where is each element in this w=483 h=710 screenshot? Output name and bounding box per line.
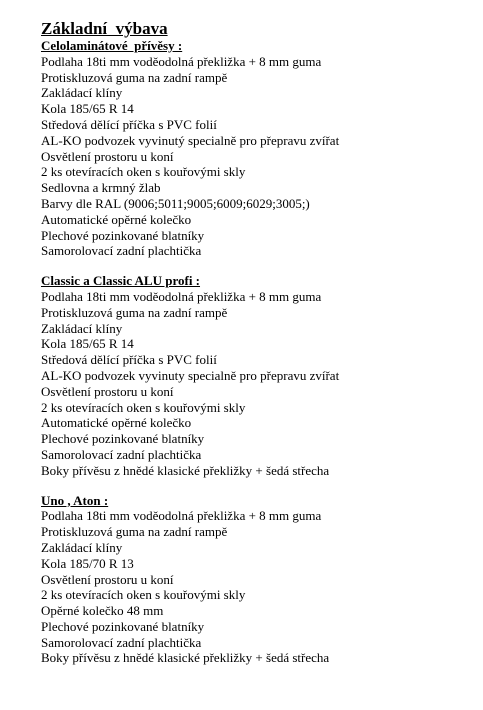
equipment-item: Osvětlení prostoru u koní [41, 148, 174, 164]
equipment-item: Podlaha 18ti mm voděodolná překližka + 8 mm guma [41, 288, 322, 304]
equipment-item: Osvětlení prostoru u koní [41, 571, 174, 587]
equipment-item: Samorolovací zadní plachtička [41, 634, 202, 650]
equipment-item: Kola 185/65 R 14 [41, 336, 134, 352]
equipment-item: Protiskluzová guma na zadní rampě [41, 69, 228, 85]
section-heading: Classic a Classic ALU profi : [41, 273, 201, 289]
equipment-item: Protiskluzová guma na zadní rampě [41, 304, 228, 320]
equipment-item: Boky přívěsu z hnědé klasické překližky + šedá střecha [41, 462, 330, 478]
equipment-item: Automatické opěrné kolečko [41, 211, 192, 227]
equipment-item: 2 ks otevíracích oken s kouřovými skly [41, 164, 246, 180]
equipment-item: Sedlovna a krmný žlab [41, 180, 161, 196]
equipment-sections [41, 38, 481, 666]
equipment-item: AL-KO podvozek vyvinutý specialně pro přepravu zvířat [41, 132, 340, 148]
equipment-item: 2 ks otevíracích oken s kouřovými skly [41, 399, 246, 415]
section-heading: Celolaminátové přívěsy : [41, 38, 183, 53]
equipment-item: Zakládací klíny [41, 85, 123, 101]
equipment-item: Podlaha 18ti mm voděodolná překližka + 8 mm guma [41, 508, 322, 524]
equipment-item: Středová dělící příčka s PVC folií [41, 352, 217, 368]
equipment-item: Středová dělící příčka s PVC folií [41, 116, 217, 132]
equipment-section [41, 38, 481, 259]
equipment-item: Zakládací klíny [41, 320, 123, 336]
equipment-item: Kola 185/70 R 13 [41, 555, 134, 571]
document-title: Základní výbava [41, 19, 168, 38]
equipment-item: Plechové pozinkované blatníky [41, 431, 205, 447]
equipment-item: Automatické opěrné kolečko [41, 415, 192, 431]
equipment-section [41, 493, 481, 667]
equipment-item: Samorolovací zadní plachtička [41, 243, 202, 259]
equipment-item: Plechové pozinkované blatníky [41, 618, 205, 634]
equipment-item: Samorolovací zadní plachtička [41, 446, 202, 462]
section-heading: Uno , Aton : [41, 492, 109, 508]
document-page [41, 20, 481, 666]
equipment-item: Protiskluzová guma na zadní rampě [41, 524, 228, 540]
equipment-item: Kola 185/65 R 14 [41, 101, 134, 117]
equipment-item: Podlaha 18ti mm voděodolná překližka + 8 mm guma [41, 53, 322, 69]
equipment-item: Opěrné kolečko 48 mm [41, 603, 164, 619]
equipment-section [41, 273, 481, 478]
equipment-item: Zakládací klíny [41, 539, 123, 555]
equipment-item: Osvětlení prostoru u koní [41, 383, 174, 399]
equipment-item: Barvy dle RAL (9006;5011;9005;6009;6029;3005;) [41, 195, 310, 211]
equipment-item: 2 ks otevíracích oken s kouřovými skly [41, 587, 246, 603]
equipment-item: AL-KO podvozek vyvinuty specialně pro přepravu zvířat [41, 367, 340, 383]
equipment-item: Plechové pozinkované blatníky [41, 227, 205, 243]
equipment-item: Boky přívěsu z hnědé klasické překližky + šedá střecha [41, 650, 330, 666]
